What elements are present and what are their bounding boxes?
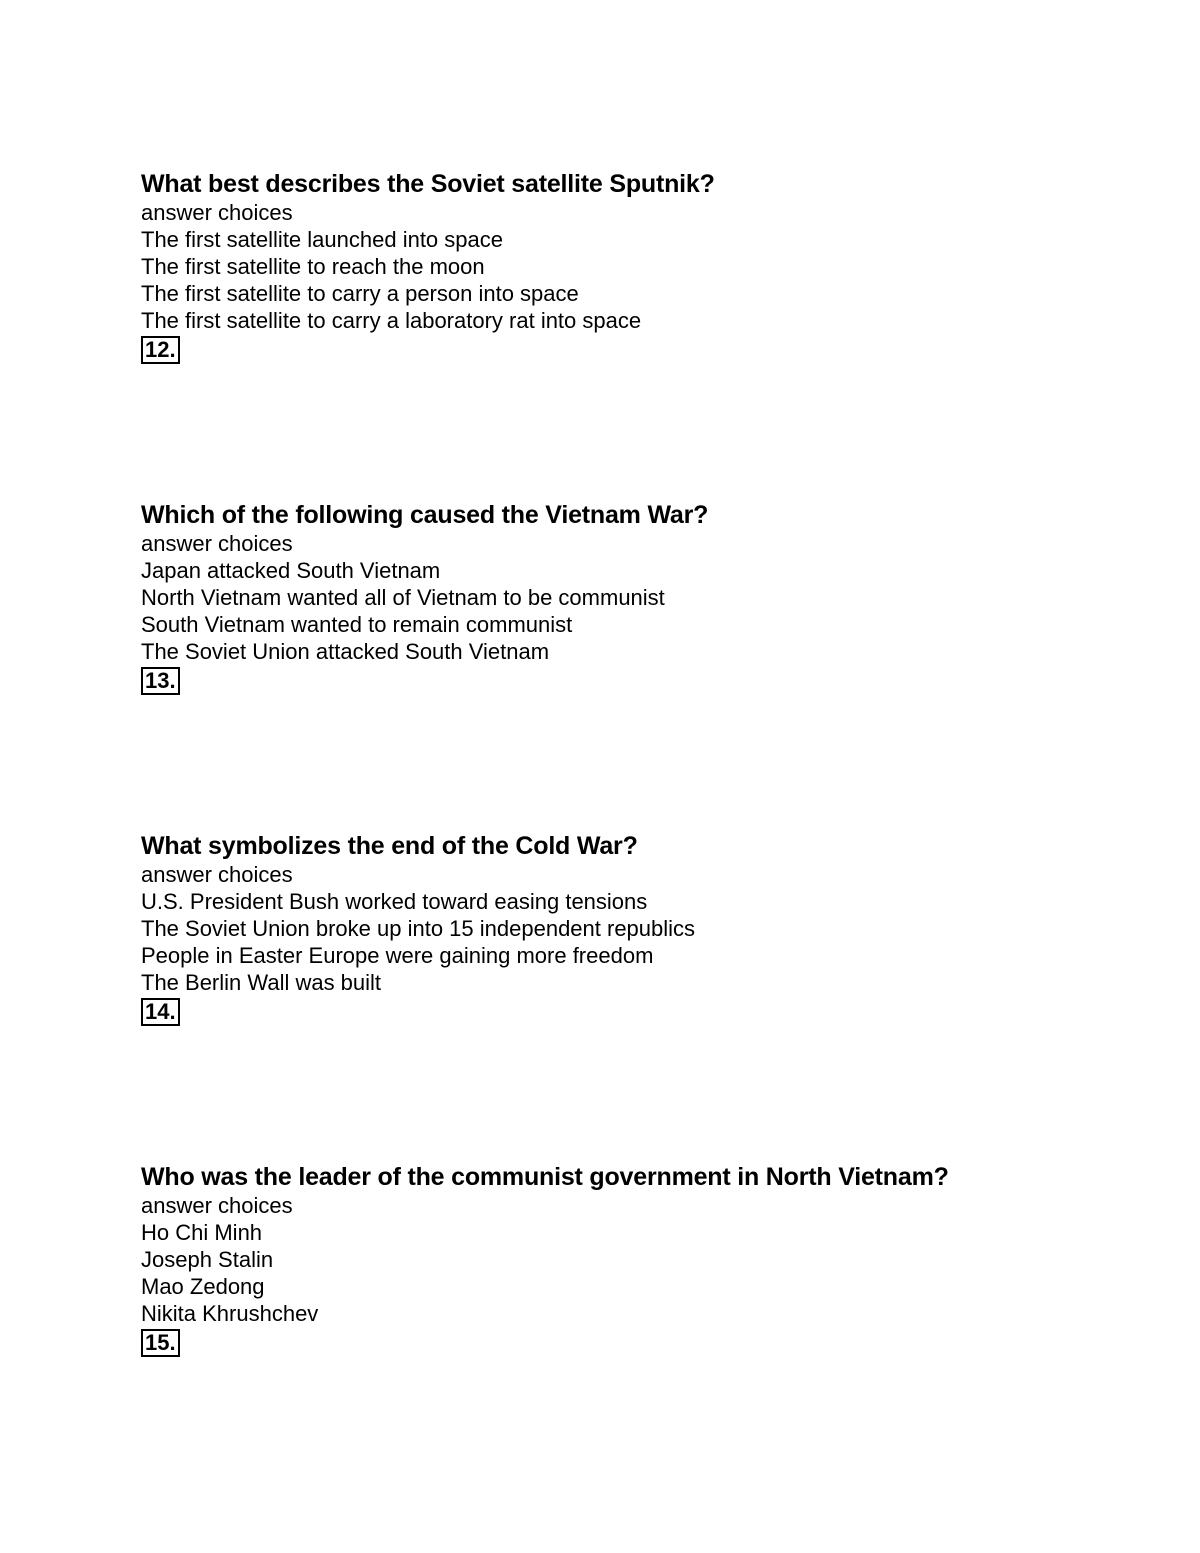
question-number-box: 12. [141,336,180,364]
answer-choice: Nikita Khrushchev [141,1301,319,1326]
answer-choice: The Soviet Union broke up into 15 independent republics [141,916,696,941]
answer-choice: The first satellite launched into space [141,227,503,252]
answer-choices-label: answer choices [141,1193,293,1218]
answer-choice: The Berlin Wall was built [141,970,382,995]
answer-choice: North Vietnam wanted all of Vietnam to be communist [141,585,665,610]
answer-choice: Joseph Stalin [141,1247,274,1272]
question-number-box: 13. [141,667,180,695]
answer-choice: Mao Zedong [141,1274,265,1299]
answer-choice: Japan attacked South Vietnam [141,558,441,583]
question-text: What symbolizes the end of the Cold War? [141,832,638,860]
question-text: Who was the leader of the communist government in North Vietnam? [141,1163,949,1191]
question-number-box: 14. [141,998,180,1026]
answer-choice: People in Easter Europe were gaining more freedom [141,943,654,968]
question-block-1 [141,169,1141,364]
answer-choice: Ho Chi Minh [141,1220,263,1245]
answer-choice: South Vietnam wanted to remain communist [141,612,573,637]
question-text: What best describes the Soviet satellite Sputnik? [141,170,715,198]
answer-choices-label: answer choices [141,862,293,887]
answer-choice: The first satellite to carry a person into space [141,281,579,306]
answer-choice: The first satellite to reach the moon [141,254,485,279]
question-block-4 [141,1162,1141,1357]
answer-choices-label: answer choices [141,531,293,556]
question-number-box: 15. [141,1329,180,1357]
answer-choices-label: answer choices [141,200,293,225]
answer-choice: The Soviet Union attacked South Vietnam [141,639,550,664]
answer-choice: U.S. President Bush worked toward easing tensions [141,889,648,914]
question-text: Which of the following caused the Vietnam War? [141,501,709,529]
answer-choice: The first satellite to carry a laboratory rat into space [141,308,642,333]
question-block-3 [141,831,1141,1026]
question-block-2 [141,500,1141,695]
